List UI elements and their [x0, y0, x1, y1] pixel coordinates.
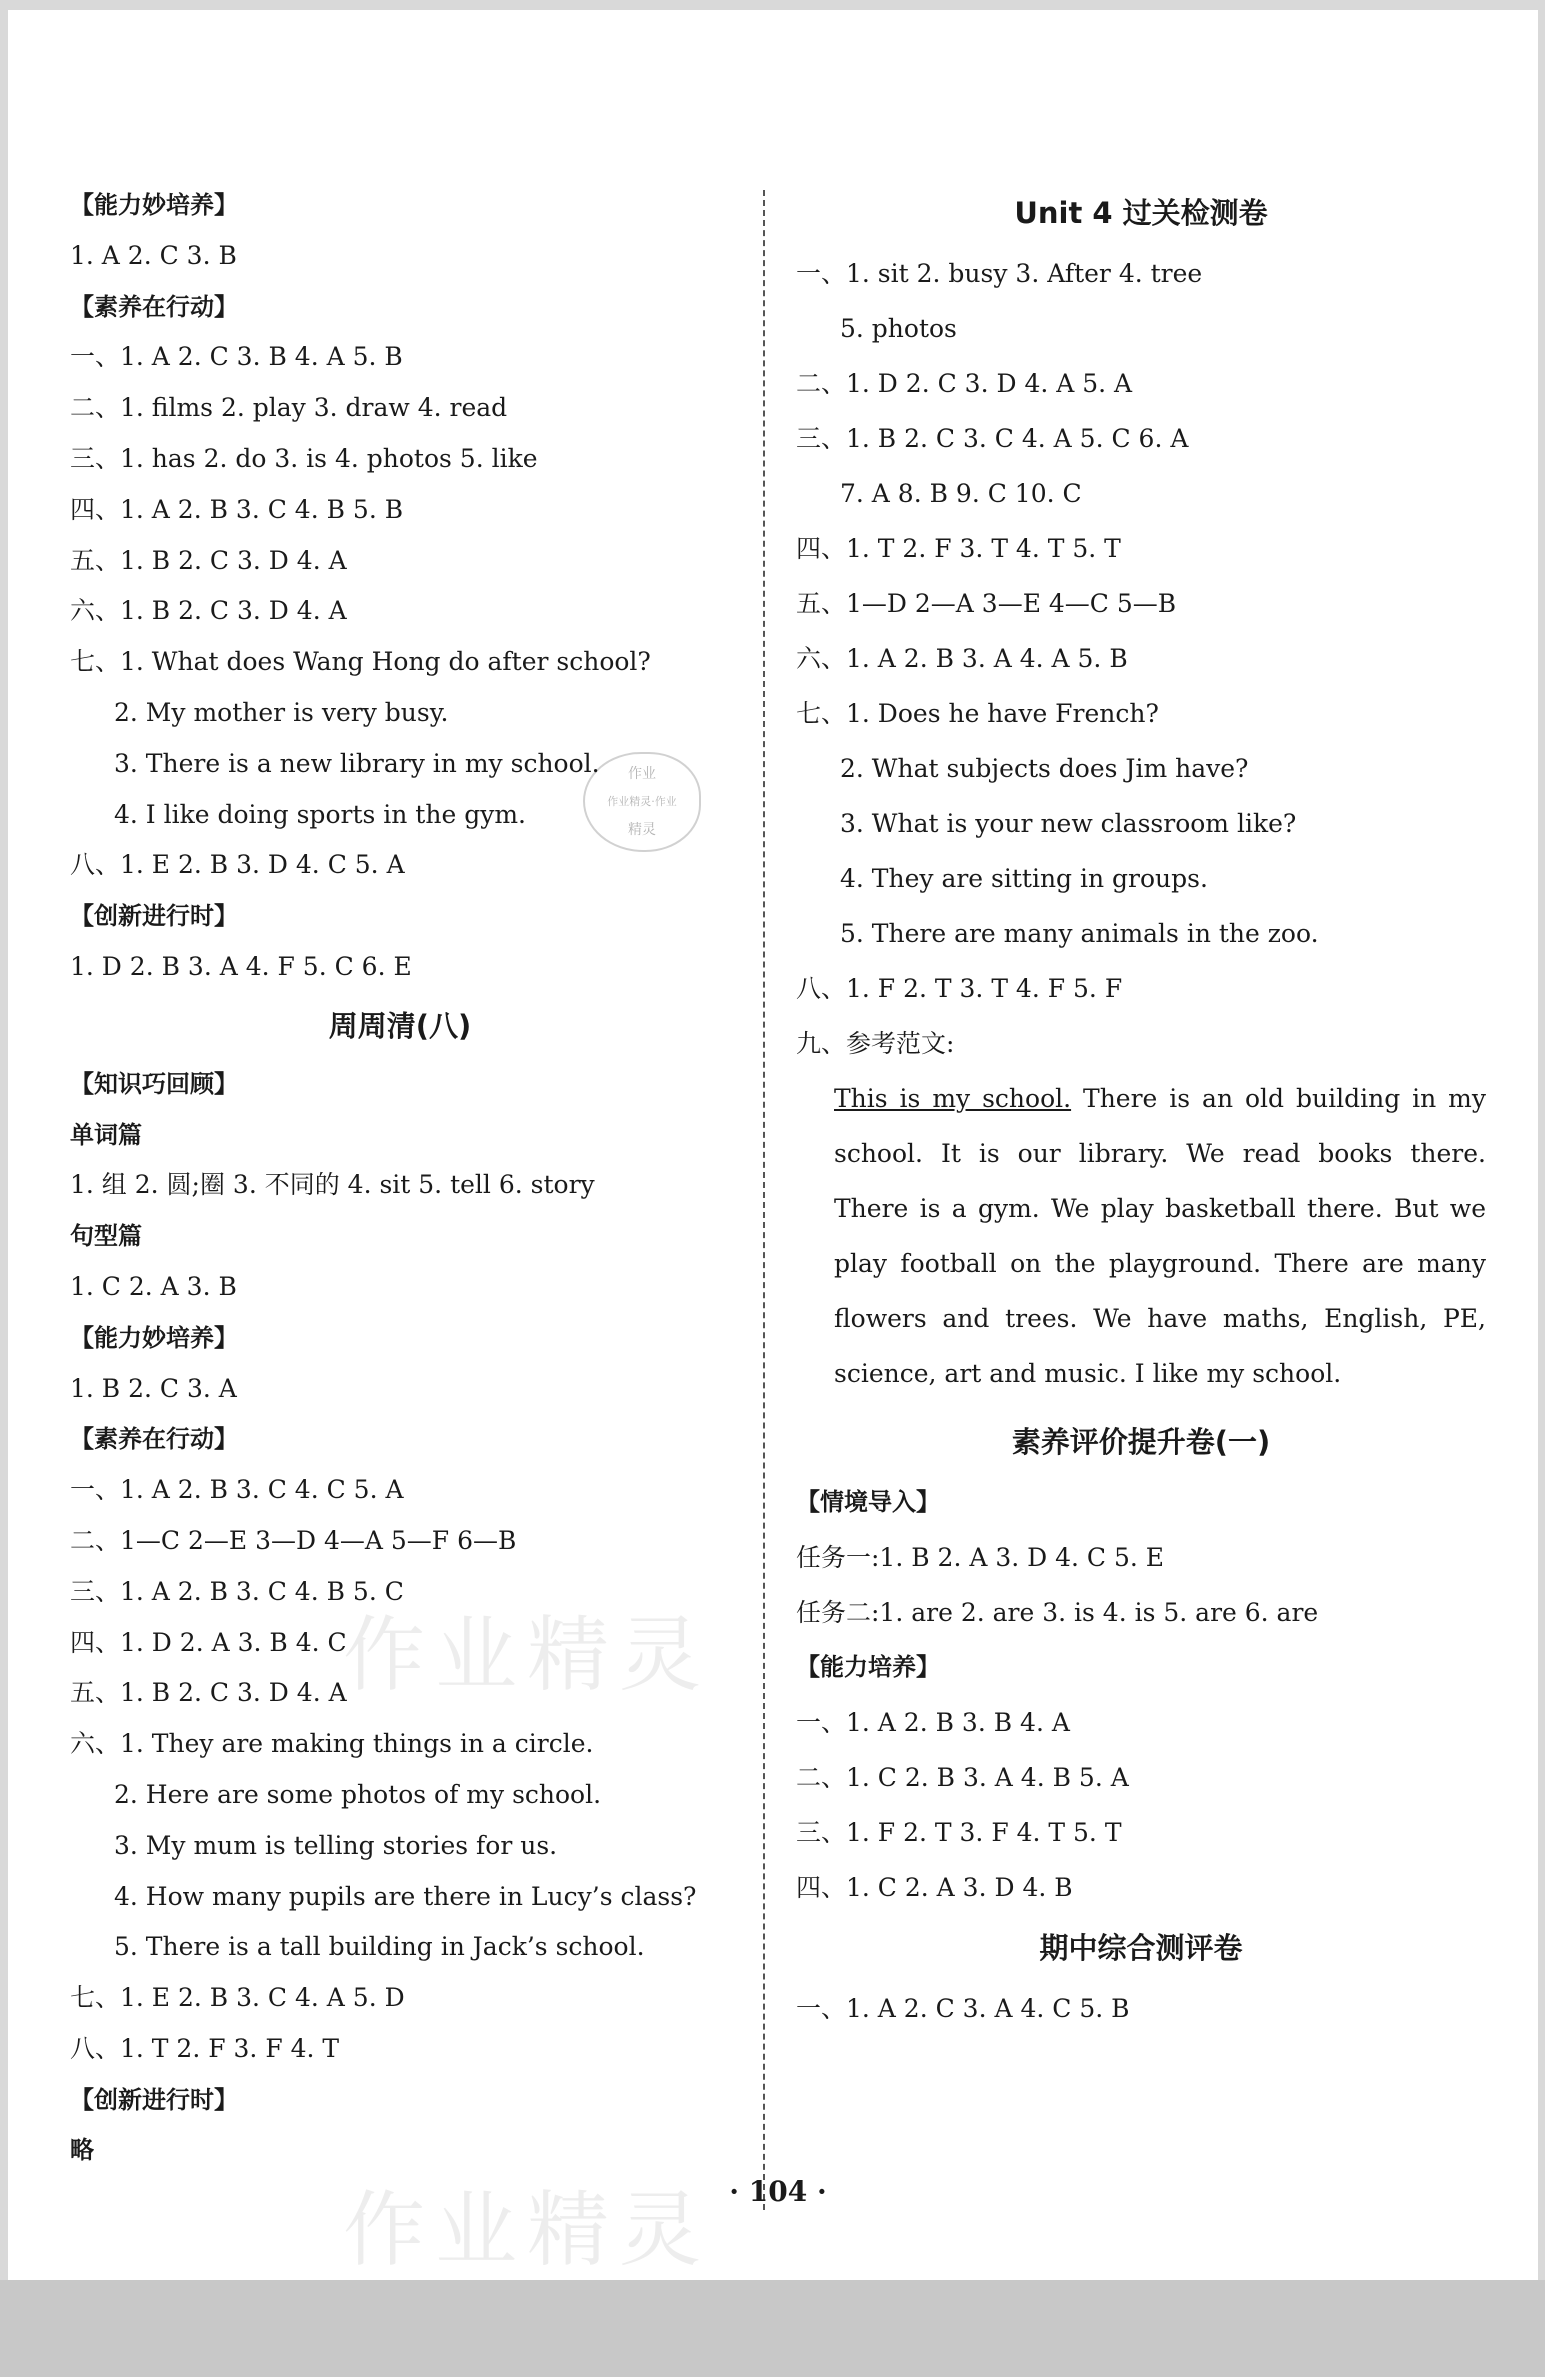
answer-line: 六、1. They are making things in a circle. [70, 1729, 594, 1759]
stamp-line: 作业 [628, 766, 656, 782]
answer-line: 三、1. B 2. C 3. C 4. A 5. C 6. A [796, 424, 1189, 453]
answer-line: 五、1—D 2—A 3—E 4—C 5—B [796, 589, 1177, 618]
answer-line: 1. D 2. B 3. A 4. F 5. C 6. E [70, 951, 412, 981]
answer-line: 八、1. E 2. B 3. D 4. C 5. A [70, 850, 405, 880]
answer-line: 四、1. D 2. A 3. B 4. C [70, 1627, 347, 1657]
column-divider [763, 190, 765, 2210]
answer-line: 八、1. F 2. T 3. T 4. F 5. F [796, 974, 1123, 1003]
answer-line: 一、1. A 2. B 3. C 4. C 5. A [70, 1475, 404, 1505]
section-heading: 句型篇 [70, 1222, 142, 1251]
answer-line: 1. A 2. C 3. B [70, 240, 237, 270]
answer-line: 二、1. C 2. B 3. A 4. B 5. A [796, 1763, 1129, 1792]
answer-line: 七、1. E 2. B 3. C 4. A 5. D [70, 1983, 405, 2013]
answer-line: 八、1. T 2. F 3. F 4. T [70, 2033, 340, 2063]
answer-line: 1. B 2. C 3. A [70, 1373, 237, 1403]
answer-line: 九、参考范文: [796, 1029, 955, 1058]
sample-essay [796, 1071, 1486, 1401]
section-heading: 【知识巧回顾】 [70, 1069, 238, 1098]
stamp-line: 作业精灵·作业 [607, 795, 677, 808]
right-column-bottom [796, 1409, 1486, 2036]
answer-line: 任务一:1. B 2. A 3. D 4. C 5. E [796, 1543, 1165, 1572]
answer-line: 4. I like doing sports in the gym. [114, 799, 526, 829]
answer-line: 3. What is your new classroom like? [840, 809, 1297, 838]
test-title: 期中综合测评卷 [1039, 1931, 1243, 1965]
answer-line: 二、1. D 2. C 3. D 4. A 5. A [796, 369, 1133, 398]
answer-line: 1. 组 2. 圆;圈 3. 不同的 4. sit 5. tell 6. story [70, 1170, 595, 1200]
answer-line: 3. My mum is telling stories for us. [114, 1830, 558, 1860]
section-heading: 【素养在行动】 [70, 1425, 238, 1454]
right-column-top [796, 180, 1486, 1071]
section-heading: 【情境导入】 [796, 1488, 940, 1516]
watermark-text: 作业精灵 [343, 2183, 712, 2278]
essay-underlined-sentence: This is my school. [834, 1084, 1072, 1113]
answer-line: 三、1. has 2. do 3. is 4. photos 5. like [70, 443, 538, 473]
scan-shadow [0, 2280, 1545, 2377]
test-title: 周周清(八) [328, 1008, 472, 1043]
answer-line: 5. photos [840, 314, 957, 343]
answer-line: 5. There is a tall building in Jack’s school. [114, 1932, 645, 1962]
answer-line: 任务二:1. are 2. are 3. is 4. is 5. are 6. are [796, 1598, 1319, 1627]
answer-line: 7. A 8. B 9. C 10. C [840, 479, 1082, 508]
answer-line: 七、1. Does he have French? [796, 699, 1159, 728]
test-title: Unit 4 过关检测卷 [1014, 196, 1268, 230]
section-heading: 单词篇 [70, 1120, 142, 1149]
answer-line: 一、1. A 2. C 3. A 4. C 5. B [796, 1994, 1130, 2023]
left-column [70, 180, 730, 2176]
answer-line: 一、1. sit 2. busy 3. After 4. tree [796, 259, 1203, 288]
answer-line: 2. Here are some photos of my school. [114, 1779, 602, 1809]
test-title: 素养评价提升卷(一) [1011, 1425, 1271, 1459]
answer-line: 五、1. B 2. C 3. D 4. A [70, 1678, 347, 1708]
answer-line: 四、1. T 2. F 3. T 4. T 5. T [796, 534, 1121, 563]
answer-line: 四、1. C 2. A 3. D 4. B [796, 1873, 1073, 1902]
watermark-stamp [583, 752, 701, 852]
answer-line: 三、1. F 2. T 3. F 4. T 5. T [796, 1818, 1122, 1847]
answer-line: 2. My mother is very busy. [114, 697, 449, 727]
answer-line: 七、1. What does Wang Hong do after school? [70, 647, 651, 677]
essay-body: There is an old building in my school. It is our library. We read books there. There is a gym. We play basketball there. But we play football on the playground. There are many flowers and trees. We have maths, English, PE, science, art and music. I like my school. [834, 1084, 1487, 1388]
answer-line: 3. There is a new library in my school. [114, 748, 600, 778]
right-column [796, 180, 1486, 2036]
answer-line: 六、1. B 2. C 3. D 4. A [70, 596, 347, 626]
answer-line: 一、1. A 2. B 3. B 4. A [796, 1708, 1070, 1737]
section-heading: 【素养在行动】 [70, 292, 238, 321]
answer-line: 五、1. B 2. C 3. D 4. A [70, 545, 347, 575]
answer-line: 二、1. films 2. play 3. draw 4. read [70, 393, 508, 423]
answer-line: 1. C 2. A 3. B [70, 1271, 237, 1301]
answer-line: 四、1. A 2. B 3. C 4. B 5. B [70, 494, 404, 524]
answer-line: 4. How many pupils are there in Lucy’s class? [114, 1881, 697, 1911]
section-heading: 【创新进行时】 [70, 2085, 238, 2114]
page-number: · 104 · [729, 2175, 827, 2208]
answer-line: 一、1. A 2. C 3. B 4. A 5. B [70, 342, 403, 372]
answer-line: 二、1—C 2—E 3—D 4—A 5—F 6—B [70, 1525, 517, 1555]
watermark-text: 作业精灵 [343, 1608, 712, 1703]
answer-line: 4. They are sitting in groups. [840, 864, 1208, 893]
section-heading: 略 [70, 2136, 94, 2165]
scanned-page [8, 10, 1538, 2290]
section-heading: 【创新进行时】 [70, 902, 238, 931]
stamp-line: 精灵 [628, 822, 656, 838]
answer-line: 2. What subjects does Jim have? [840, 754, 1249, 783]
section-heading: 【能力妙培养】 [70, 1323, 238, 1352]
answer-line: 5. There are many animals in the zoo. [840, 919, 1319, 948]
answer-line: 六、1. A 2. B 3. A 4. A 5. B [796, 644, 1128, 673]
section-heading: 【能力培养】 [796, 1653, 940, 1681]
section-heading: 【能力妙培养】 [70, 191, 238, 219]
answer-line: 三、1. A 2. B 3. C 4. B 5. C [70, 1576, 404, 1606]
